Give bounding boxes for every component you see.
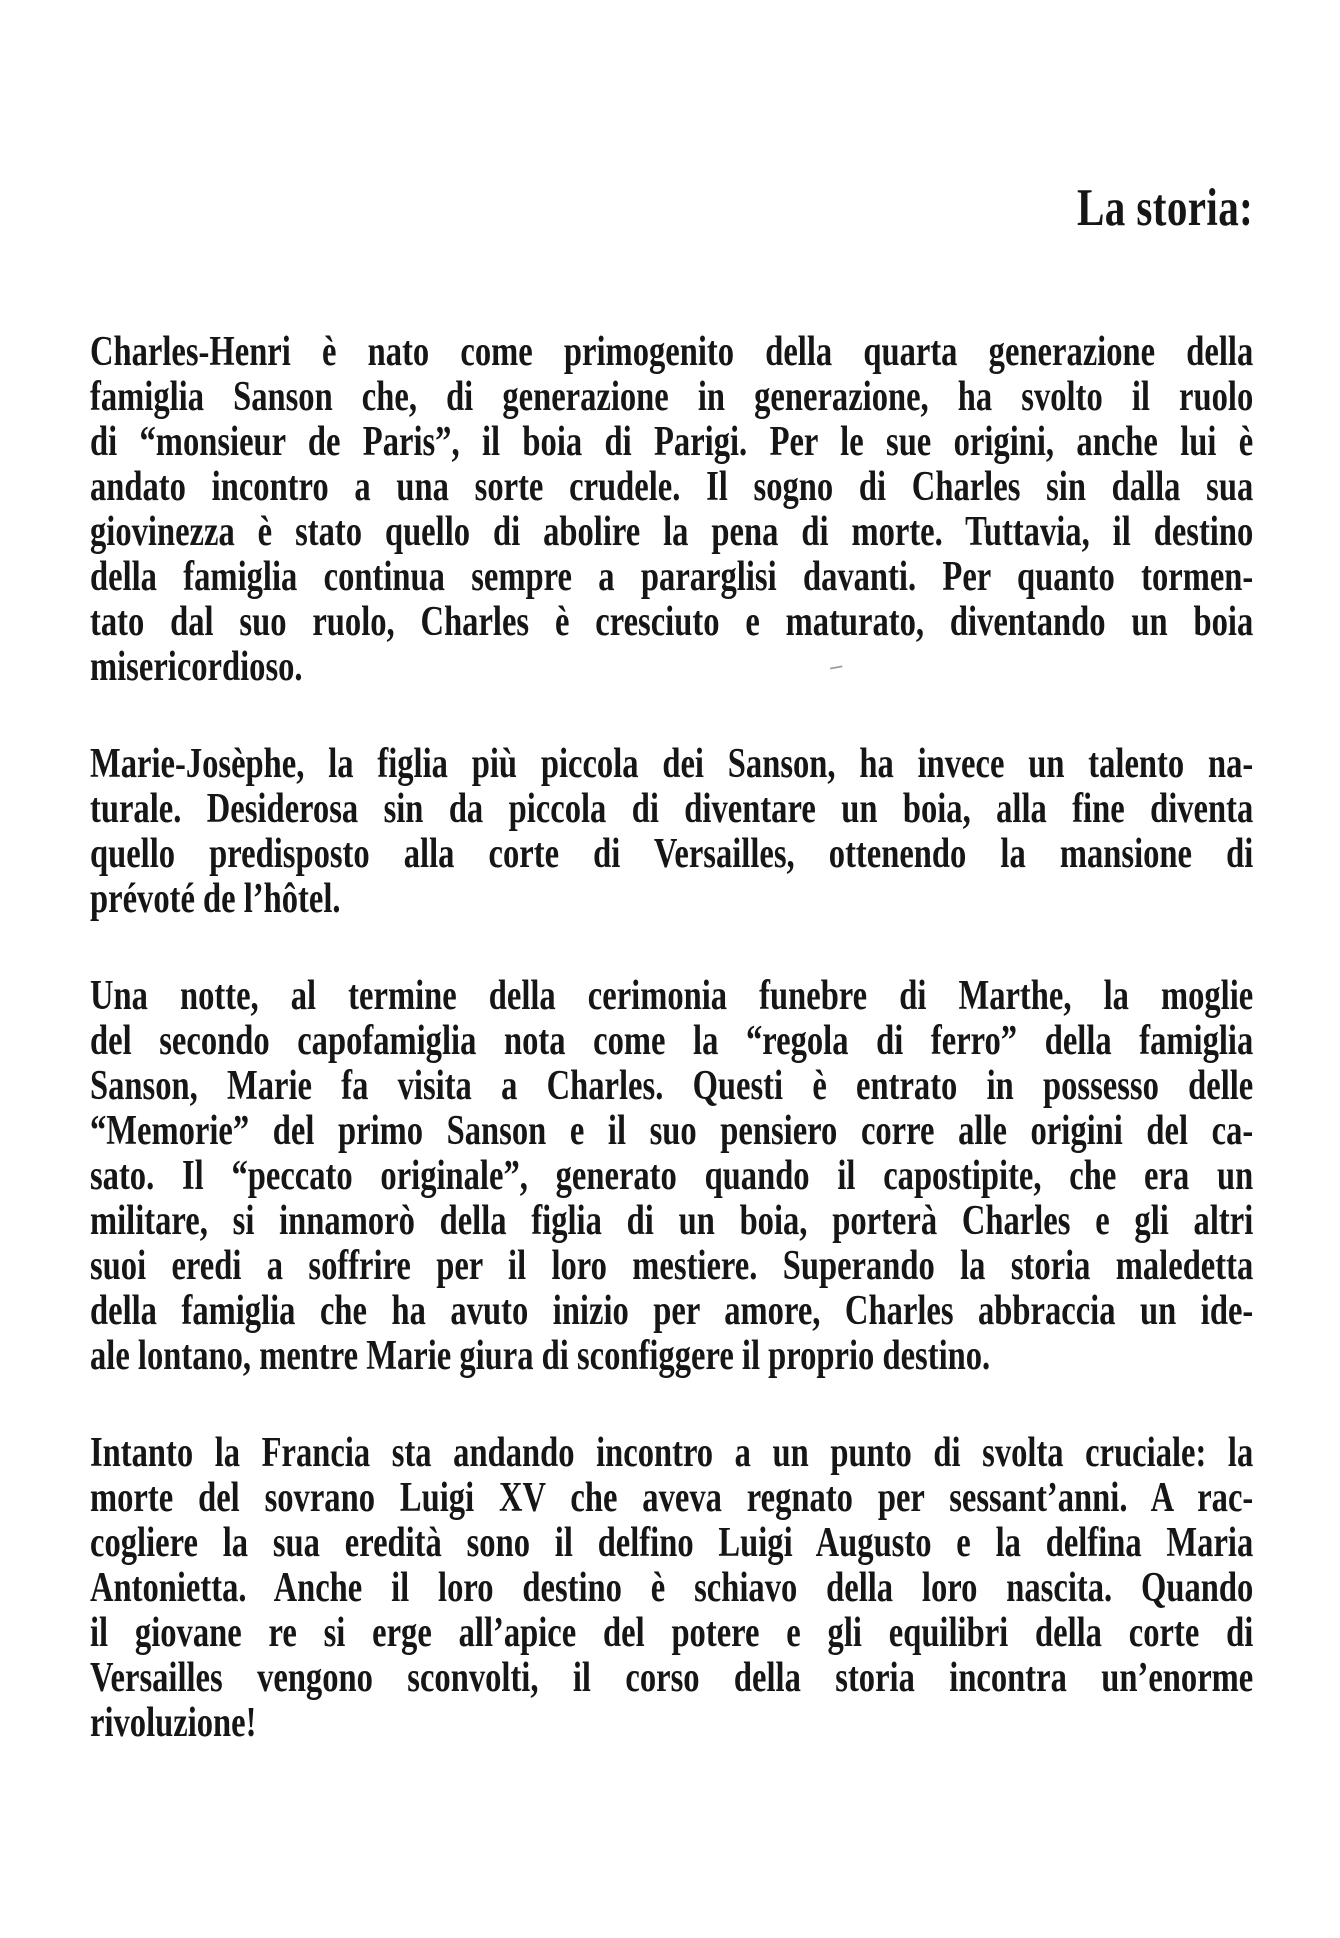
page-title: La storia: — [1076, 179, 1254, 237]
text-line: quello predisposto alla corte di Versailles, ottenendo la mansione di — [90, 831, 1254, 877]
text-line: misericordioso. — [90, 644, 303, 690]
text-line: cogliere la sua eredità sono il delfino Luigi Augusto e la delfina Maria — [90, 1520, 1254, 1566]
text-line: andato incontro a una sorte crudele. Il sogno di Charles sin dalla sua — [90, 464, 1254, 510]
story-paragraph-2 — [90, 742, 1253, 922]
scan-artifact-mark: – — [827, 652, 845, 680]
text-line: di “monsieur de Paris”, il boia di Parigi. Per le sue origini, anche lui è — [90, 419, 1254, 465]
text-line: prévoté de l’hôtel. — [90, 876, 341, 922]
text-line: del secondo capofamiglia nota come la “regola di ferro” della famiglia — [90, 1018, 1254, 1064]
text-line: sato. Il “peccato originale”, generato quando il capostipite, che era un — [90, 1153, 1254, 1199]
text-line: della famiglia continua sempre a pararglisi davanti. Per quanto tormen- — [90, 554, 1254, 600]
story-paragraph-1 — [90, 330, 1253, 690]
text-line: morte del sovrano Luigi XV che aveva regnato per sessant’anni. A rac- — [90, 1475, 1254, 1521]
text-line: suoi eredi a soffrire per il loro mestiere. Superando la storia maledetta — [90, 1243, 1254, 1289]
text-block — [90, 179, 1254, 1746]
text-line: giovinezza è stato quello di abolire la pena di morte. Tuttavia, il destino — [90, 509, 1254, 555]
text-line: Charles-Henri è nato come primogenito della quarta generazione della — [90, 329, 1254, 375]
text-line: tato dal suo ruolo, Charles è cresciuto e maturato, diventando un boia — [90, 599, 1254, 645]
text-line: il giovane re si erge all’apice del potere e gli equilibri della corte di — [90, 1610, 1254, 1656]
text-line: “Memorie” del primo Sanson e il suo pensiero corre alle origini del ca- — [90, 1108, 1254, 1154]
text-line: turale. Desiderosa sin da piccola di diventare un boia, alla fine diventa — [90, 786, 1254, 832]
story-paragraph-4 — [90, 1431, 1253, 1746]
text-line: Versailles vengono sconvolti, il corso della storia incontra un’enorme — [90, 1655, 1254, 1701]
text-line: ale lontano, mentre Marie giura di sconfiggere il proprio destino. — [90, 1333, 991, 1379]
text-line: Antonietta. Anche il loro destino è schiavo della loro nascita. Quando — [90, 1565, 1254, 1611]
text-line: Una notte, al termine della cerimonia funebre di Marthe, la moglie — [90, 973, 1254, 1019]
text-line: Marie-Josèphe, la figlia più piccola dei Sanson, ha invece un talento na- — [90, 741, 1254, 787]
text-line: Sanson, Marie fa visita a Charles. Questi è entrato in possesso delle — [90, 1063, 1254, 1109]
text-line: militare, si innamorò della figlia di un boia, porterà Charles e gli altri — [90, 1198, 1254, 1244]
story-paragraph-3 — [90, 974, 1253, 1379]
text-line: Intanto la Francia sta andando incontro a un punto di svolta cruciale: la — [90, 1430, 1254, 1476]
text-line: della famiglia che ha avuto inizio per amore, Charles abbraccia un ide- — [90, 1288, 1254, 1334]
text-line: famiglia Sanson che, di generazione in generazione, ha svolto il ruolo — [90, 374, 1254, 420]
text-line: rivoluzione! — [90, 1700, 257, 1746]
